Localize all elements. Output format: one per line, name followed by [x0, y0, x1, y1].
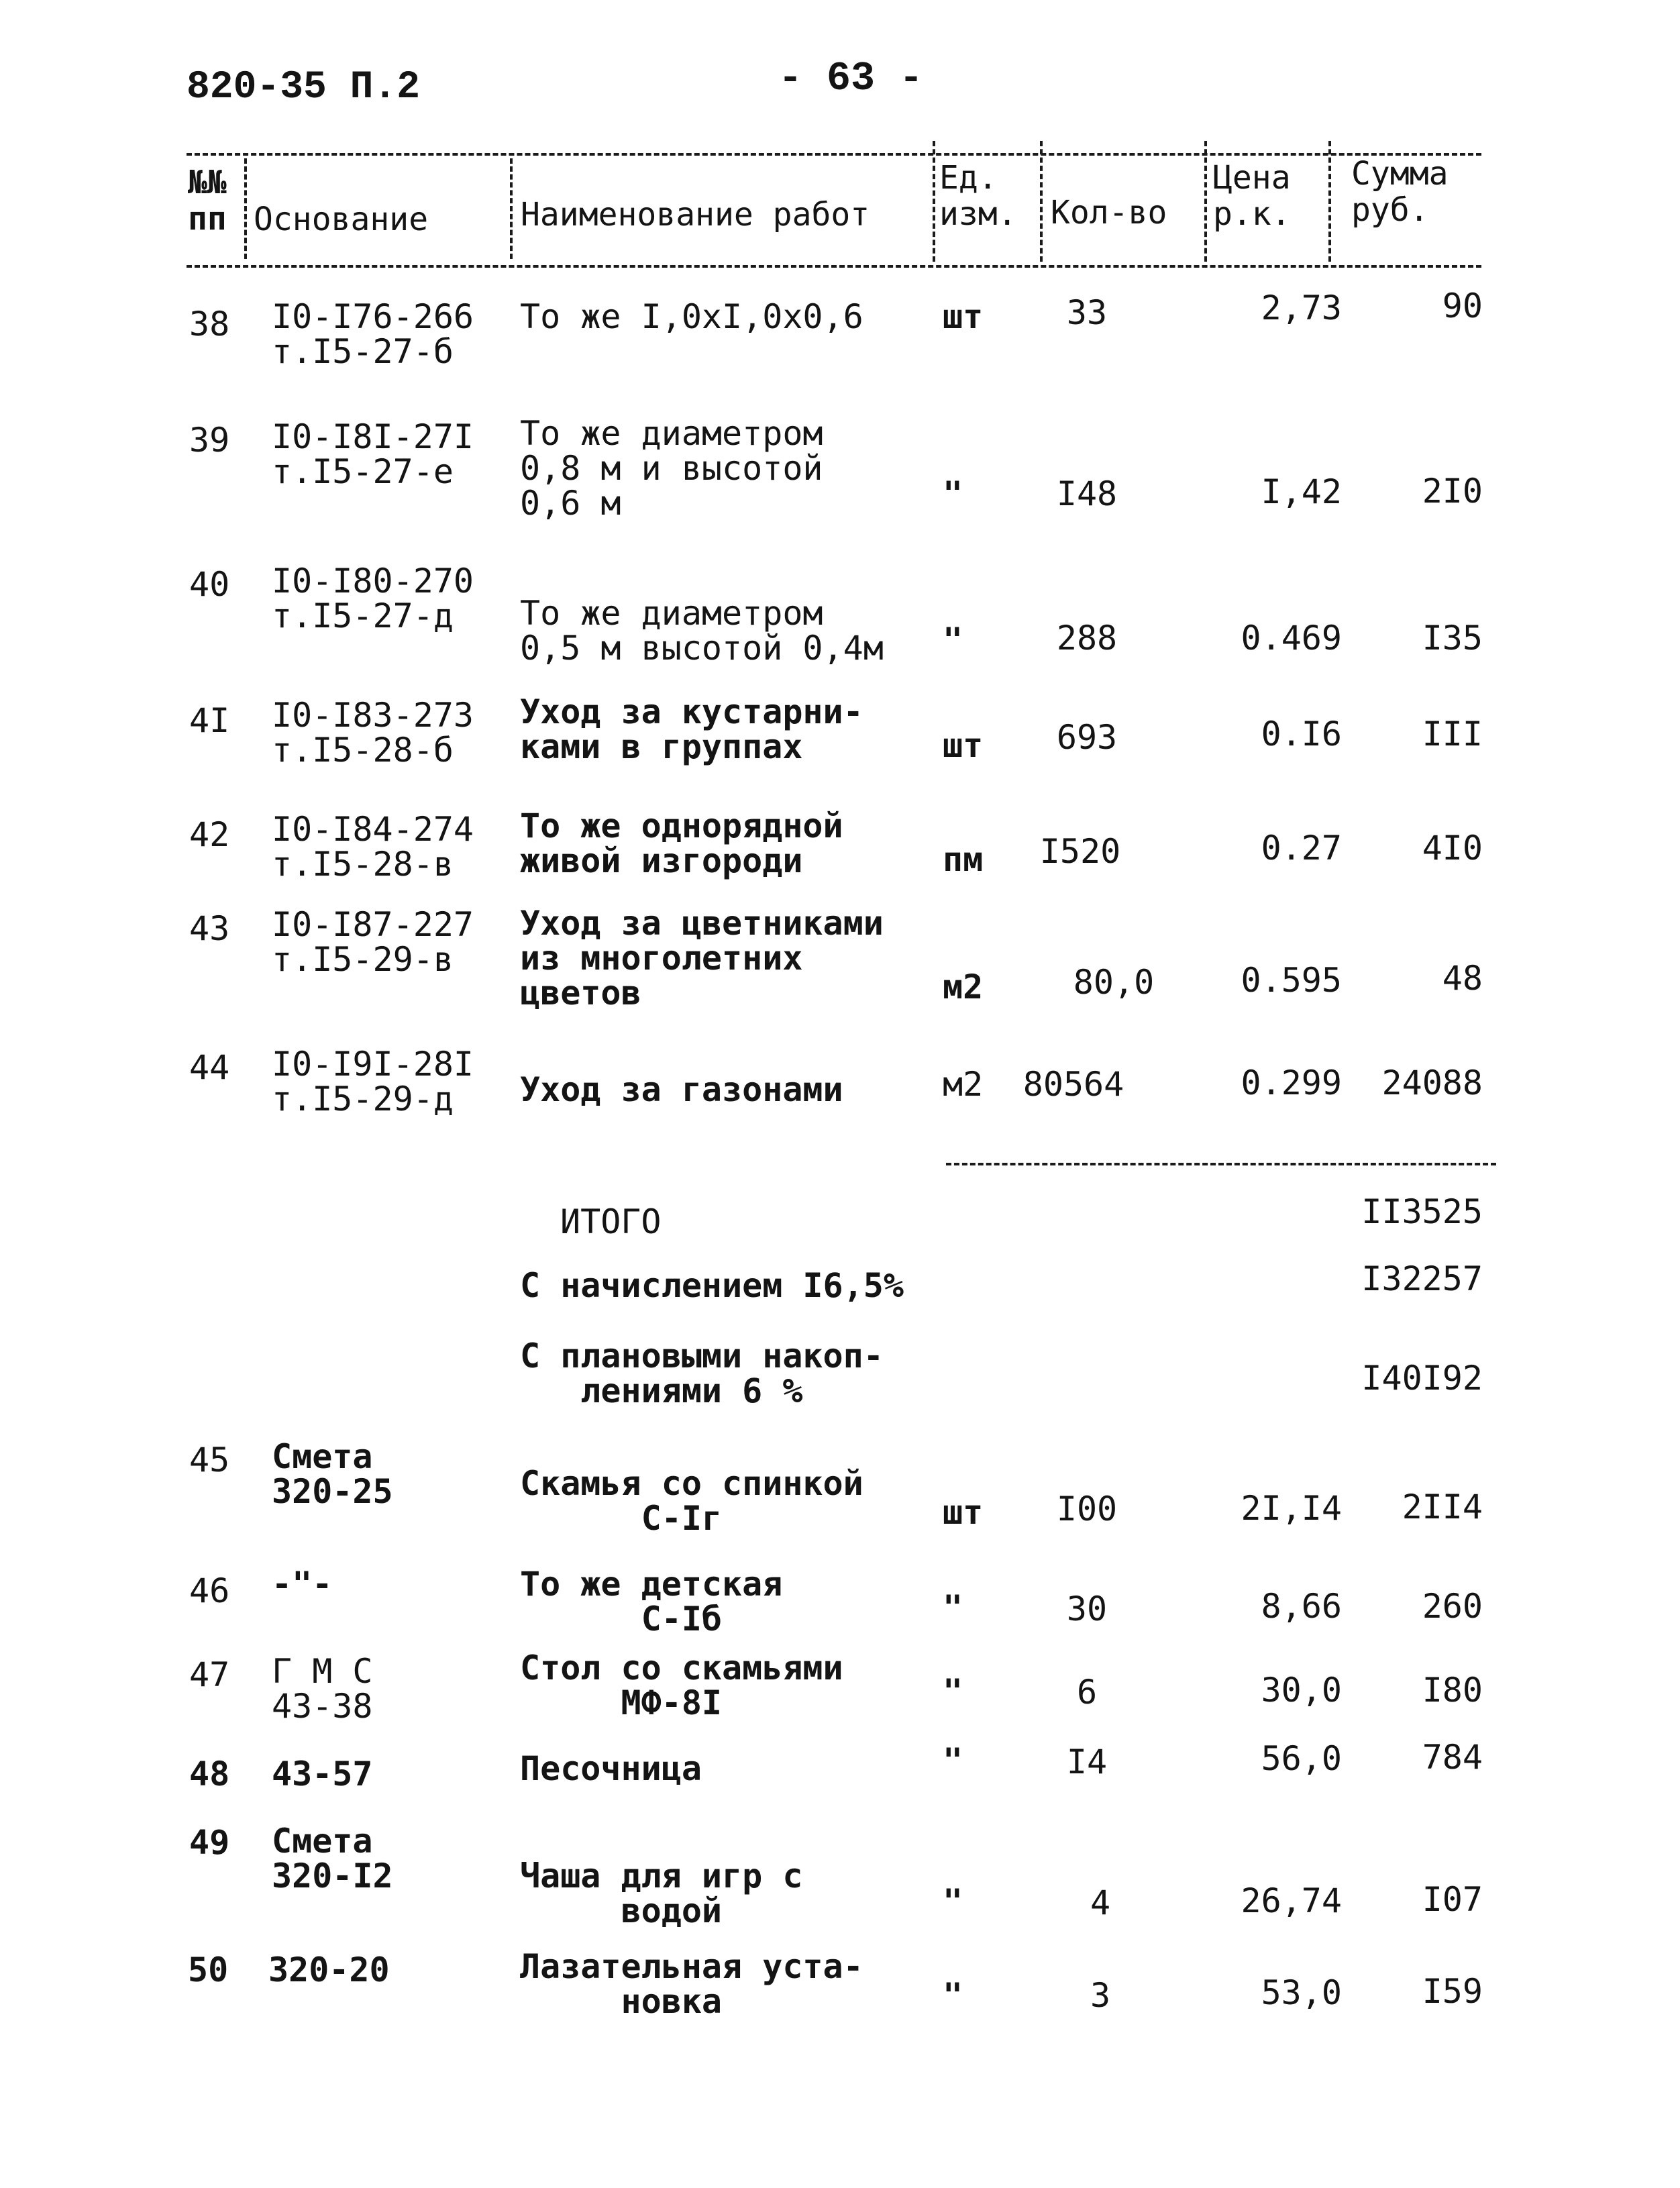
- row-num: 39: [189, 421, 230, 460]
- row-sum: I35: [1422, 619, 1483, 658]
- row-price: 30,0: [1261, 1671, 1342, 1710]
- row-qty: 6: [1076, 1673, 1098, 1712]
- row-price: 0.I6: [1261, 715, 1342, 753]
- row-basis: I0-I83-273 т.I5-28-б: [272, 696, 474, 770]
- row-name: Лазательная уста- новка: [520, 1947, 863, 2021]
- total-label: С начислением I6,5%: [520, 1266, 904, 1305]
- row-price: 8,66: [1261, 1587, 1342, 1626]
- row-price: 53,0: [1261, 1973, 1342, 2012]
- row-basis: Г М С 43-38: [272, 1652, 373, 1726]
- row-basis: I0-I84-274 т.I5-28-в: [272, 810, 474, 884]
- row-qty: I520: [1039, 832, 1121, 871]
- row-num: 46: [189, 1571, 230, 1610]
- row-basis: 320-20: [268, 1950, 390, 1989]
- row-price: 0.27: [1261, 829, 1342, 868]
- row-name: Песочница: [520, 1749, 702, 1788]
- row-name: Уход за кустарни- ками в группах: [520, 692, 863, 766]
- row-sum: 2II4: [1402, 1488, 1483, 1526]
- row-basis: I0-I80-270 т.I5-27-д: [272, 562, 474, 635]
- row-price: 56,0: [1261, 1739, 1342, 1778]
- row-name: Уход за цветниками из многолетних цветов: [520, 904, 884, 1012]
- row-basis: -"-: [272, 1565, 333, 1604]
- header-divider-5: [1204, 141, 1207, 262]
- row-basis: 43-57: [272, 1755, 373, 1793]
- row-qty: 33: [1066, 293, 1108, 332]
- row-name: То же I,0хI,0х0,6: [520, 297, 863, 336]
- total-value: I32257: [1361, 1259, 1483, 1298]
- row-unit: ": [943, 1741, 963, 1780]
- row-qty: 693: [1056, 718, 1118, 757]
- row-price: 2,73: [1261, 289, 1342, 327]
- row-sum: 48: [1442, 959, 1483, 998]
- total-label: ИТОГО: [560, 1202, 662, 1241]
- header-divider-6: [1328, 141, 1331, 262]
- header-basis: Основание: [254, 201, 429, 238]
- row-unit: м2: [943, 1065, 984, 1104]
- row-num: 50: [188, 1950, 229, 1989]
- row-unit: пм: [943, 840, 984, 879]
- row-unit: ": [943, 474, 963, 513]
- row-name: Уход за газонами: [520, 1070, 843, 1109]
- row-qty: 288: [1056, 619, 1118, 658]
- row-unit: шт: [943, 297, 984, 336]
- row-name: То же детская С-Iб: [520, 1565, 783, 1638]
- row-unit: м2: [943, 968, 984, 1006]
- row-num: 43: [189, 909, 230, 948]
- row-num: 40: [189, 565, 230, 604]
- row-unit: ": [943, 621, 963, 660]
- row-basis: Смета 320-25: [272, 1437, 393, 1511]
- row-num: 38: [189, 305, 230, 344]
- row-unit: ": [943, 1588, 963, 1627]
- row-sum: 2I0: [1422, 472, 1483, 511]
- row-basis: I0-I76-266 т.I5-27-б: [272, 297, 474, 371]
- row-qty: 4: [1090, 1883, 1111, 1922]
- row-unit: шт: [943, 1493, 984, 1532]
- header-divider-2: [510, 158, 513, 259]
- row-sum: 260: [1422, 1587, 1483, 1626]
- row-sum: 90: [1442, 286, 1483, 325]
- row-name: То же диаметром 0,5 м высотой 0,4м: [520, 594, 884, 668]
- row-qty: I00: [1056, 1490, 1118, 1528]
- row-unit: ": [943, 1882, 963, 1921]
- header-divider-1: [244, 158, 247, 259]
- document-code: 820-35 П.2: [187, 66, 421, 109]
- row-sum: 24088: [1381, 1063, 1483, 1102]
- row-name: Стол со скамьями МФ-8I: [520, 1649, 843, 1722]
- header-top-rule: [187, 153, 1481, 156]
- row-sum: 4I0: [1422, 829, 1483, 868]
- row-num: 45: [189, 1441, 230, 1479]
- header-sum: Сумма руб.: [1351, 155, 1449, 229]
- row-num: 49: [189, 1823, 230, 1862]
- row-qty: 80564: [1022, 1065, 1124, 1104]
- header-price: Цена р.к.: [1213, 159, 1291, 233]
- row-name: То же диаметром 0,8 м и высотой 0,6 м: [520, 414, 823, 523]
- row-unit: ": [943, 1976, 963, 2015]
- header-num: №№ пп: [188, 164, 227, 238]
- row-price: 0.469: [1241, 619, 1342, 658]
- row-sum: III: [1422, 715, 1483, 753]
- row-qty: 30: [1066, 1590, 1108, 1628]
- row-unit: шт: [943, 726, 984, 765]
- row-num: 42: [189, 815, 230, 854]
- row-unit: ": [943, 1672, 963, 1711]
- row-price: I,42: [1261, 472, 1342, 511]
- row-sum: I59: [1422, 1972, 1483, 2011]
- row-name: Скамья со спинкой С-Iг: [520, 1464, 863, 1538]
- row-basis: I0-I9I-28I т.I5-29-д: [272, 1045, 474, 1118]
- row-qty: I4: [1066, 1742, 1108, 1781]
- header-name: Наименование работ: [521, 196, 870, 233]
- row-num: 4I: [189, 701, 230, 740]
- row-basis: Смета 320-I2: [272, 1822, 393, 1895]
- totals-separator: [946, 1163, 1496, 1165]
- header-divider-3: [933, 141, 935, 262]
- row-qty: 3: [1090, 1976, 1111, 2015]
- header-qty: Кол-во: [1051, 194, 1167, 231]
- row-num: 44: [189, 1048, 230, 1087]
- header-unit: Ед. изм.: [939, 159, 1017, 233]
- row-sum: 784: [1422, 1738, 1483, 1777]
- row-num: 47: [189, 1655, 230, 1694]
- row-num: 48: [189, 1755, 230, 1793]
- row-sum: I07: [1422, 1880, 1483, 1919]
- header-bottom-rule: [187, 265, 1481, 268]
- row-price: 0.595: [1241, 961, 1342, 1000]
- total-label: С плановыми накоп- лениями 6 %: [520, 1337, 884, 1410]
- total-value: I40I92: [1361, 1359, 1483, 1398]
- row-basis: I0-I87-227 т.I5-29-в: [272, 905, 474, 979]
- row-name: Чаша для игр с водой: [520, 1857, 803, 1930]
- row-price: 2I,I4: [1241, 1489, 1342, 1528]
- row-qty: I48: [1056, 474, 1118, 513]
- page-number: - 63 -: [778, 56, 924, 102]
- row-qty: 80,0: [1073, 963, 1155, 1002]
- row-basis: I0-I8I-27I т.I5-27-е: [272, 417, 474, 491]
- total-value: II3525: [1361, 1192, 1483, 1231]
- row-sum: I80: [1422, 1671, 1483, 1710]
- row-price: 0.299: [1241, 1063, 1342, 1102]
- row-name: То же однорядной живой изгороди: [520, 806, 843, 880]
- header-divider-4: [1040, 141, 1043, 262]
- row-price: 26,74: [1241, 1881, 1342, 1920]
